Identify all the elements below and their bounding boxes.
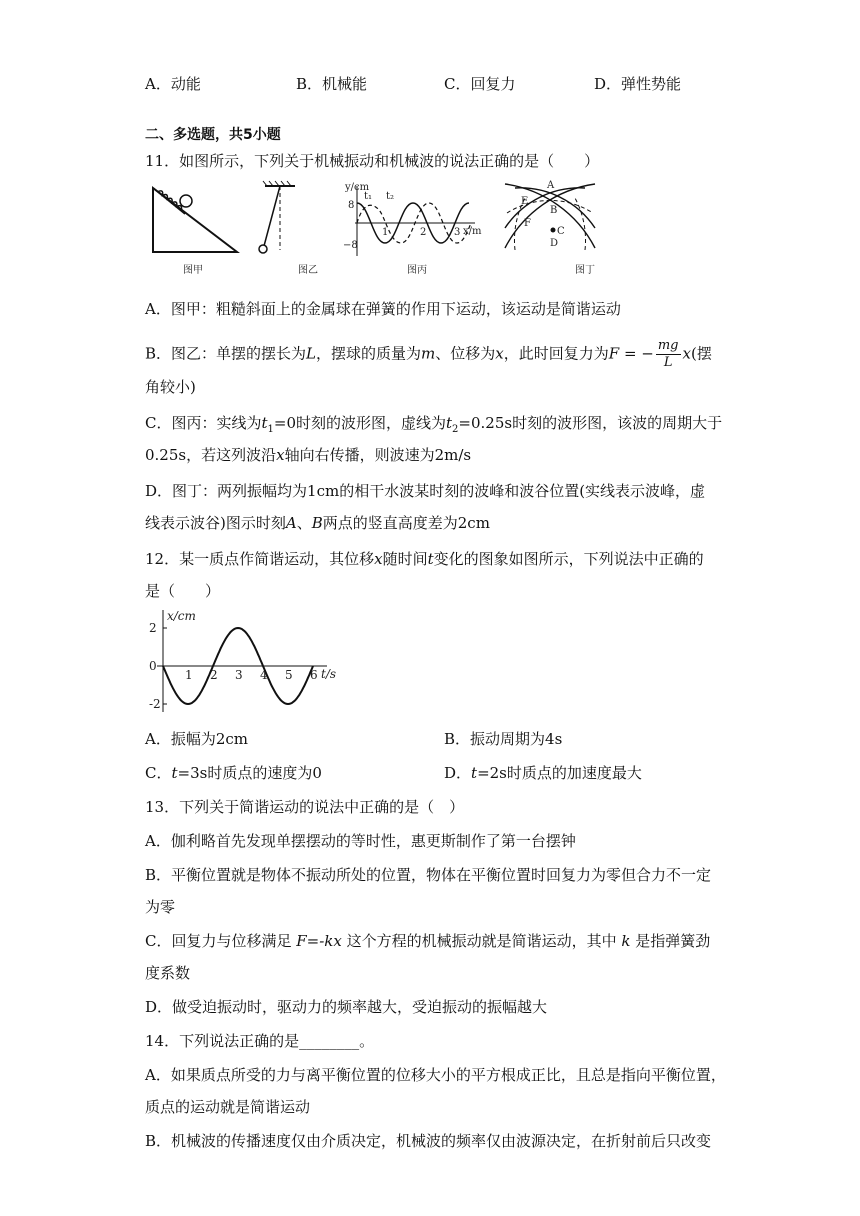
fig-bing-ytick-8: 8	[348, 200, 355, 211]
fraction-denominator: L	[663, 355, 673, 370]
q11-d2-a: A	[285, 514, 297, 532]
q14-option-b: B．机械波的传播速度仅由介质决定，机械波的频率仅由波源决定，在折射前后只改变	[145, 1132, 712, 1150]
q12-option-a: A．振幅为2cm	[145, 730, 249, 748]
q11-option-c	[145, 412, 722, 435]
q11-b-fraction	[656, 338, 681, 371]
q12-d-t: t	[471, 764, 478, 782]
q13-c-text: C．回复力与位移满足	[145, 932, 297, 950]
fig-yi	[259, 181, 318, 276]
fig-bing-caption: 图丙	[407, 265, 427, 276]
graph-x-tick-5: 5	[285, 668, 293, 682]
q11-c-t2: t	[446, 414, 453, 432]
fig-jia-caption: 图甲	[183, 265, 203, 276]
q12-stem-text: 12．某一质点作简谐运动，其位移	[145, 550, 375, 568]
q11-option-d-line2	[145, 512, 490, 533]
fig-ding-point-f: F	[524, 218, 531, 229]
section-title: 二、多选题，共5小题	[145, 127, 281, 143]
q11-c2-x: x	[276, 446, 285, 464]
fraction-numerator: mg	[657, 338, 679, 353]
graph-y-tick-0: 2	[149, 621, 157, 635]
fig-ding-point-c: C	[557, 226, 565, 237]
q11-figures	[145, 178, 615, 278]
q10-option-c: C．回复力	[444, 75, 516, 93]
q12-c-pre: C．	[145, 764, 172, 782]
q13-stem: 13．下列关于简谐运动的说法中正确的是（ ）	[145, 798, 465, 816]
q11-b-text2: ，摆球的质量为	[316, 344, 422, 363]
q11-c-t1: t	[261, 414, 268, 432]
graph-y-tick-2: -2	[149, 697, 161, 711]
q12-c-post: =3s时质点的速度为0	[177, 764, 322, 782]
q13-c-eq: F=-kx	[296, 932, 342, 950]
q11-b-l: L	[306, 344, 316, 363]
q11-option-c-line2	[145, 444, 471, 465]
q13-option-b: B．平衡位置就是物体不振动所处的位置，物体在平衡位置时回复力为零但合力不一定	[145, 866, 712, 884]
q11-d2-b: B	[311, 514, 323, 532]
q11-c-text2: =0时刻的波形图，虚线为	[273, 414, 447, 432]
q13-c-k: k	[621, 932, 631, 950]
q13-option-b-line2: 为零	[145, 898, 176, 916]
fig-bing-ylabel: y/cm	[345, 182, 370, 193]
graph-x-tick-3: 3	[235, 668, 243, 682]
q12-option-d	[444, 762, 642, 783]
q11-b-text3: 、位移为	[435, 344, 496, 363]
q13-c-text2: 这个方程的机械振动就是简谐运动，其中	[341, 932, 622, 950]
fig-ding	[505, 180, 595, 276]
graph-x-tick-2: 2	[210, 668, 218, 682]
q11-c-text3: =0.25s时刻的波形图，该波的周期大于	[458, 414, 723, 432]
fig-ding-caption: 图丁	[575, 265, 595, 276]
q11-c-sub2: 2	[452, 424, 459, 435]
q13-option-a: A．伽利略首先发现单摆摆动的等时性，惠更斯制作了第一台摆钟	[145, 832, 576, 850]
fig-bing-t1: t₁	[364, 191, 373, 202]
fig-ding-point-d: D	[550, 238, 559, 249]
q11-d2-sep: 、	[296, 514, 312, 532]
q10-option-a: A．动能	[145, 75, 201, 93]
q12-option-c	[145, 762, 322, 783]
q11-d2-text: 线表示波谷)图示时刻	[145, 514, 286, 532]
q11-option-b-line2: 角较小)	[145, 378, 196, 396]
q11-c-text: C．图丙：实线为	[145, 414, 262, 432]
q11-b-tail: (摆	[690, 344, 712, 363]
q11-c2-text: 0.25s，若这列波沿	[145, 446, 277, 464]
q12-stem-t: t	[427, 550, 434, 568]
graph-y-label: x/cm	[167, 609, 196, 623]
q11-b-f: F	[608, 344, 620, 363]
fig-bing-t2: t₂	[386, 191, 395, 202]
fig-bing-xlabel: x/m	[463, 226, 482, 237]
q14-option-a: A．如果质点所受的力与离平衡位置的位移大小的平方根成正比，且总是指向平衡位置，	[145, 1066, 726, 1084]
q11-option-b	[145, 338, 712, 371]
q11-b-eq: = −	[619, 344, 654, 363]
q13-option-c	[145, 930, 710, 951]
q12-stem-x: x	[374, 550, 383, 568]
q11-option-a: A．图甲：粗糙斜面上的金属球在弹簧的作用下运动，该运动是简谐运动	[145, 300, 621, 318]
q11-c2-text2: 轴向右传播，则波速为2m/s	[284, 446, 472, 464]
graph-x-label: t/s	[321, 667, 337, 681]
fig-yi-caption: 图乙	[298, 265, 318, 276]
q12-d-pre: D．	[444, 764, 472, 782]
q13-option-c-line2: 度系数	[145, 964, 191, 982]
q11-option-d: D．图丁：两列振幅均为1cm的相干水波某时刻的波峰和波谷位置(实线表示波峰，虚	[145, 482, 706, 500]
q13-c-text3: 是指弹簧劲	[630, 932, 711, 950]
q11-b-tail-x: x	[682, 344, 691, 363]
q11-c-sub1: 1	[267, 424, 274, 435]
q14-option-a-line2: 质点的运动就是简谐运动	[145, 1098, 311, 1116]
q11-stem: 11．如图所示，下列关于机械振动和机械波的说法正确的是（ ）	[145, 152, 600, 170]
q12-stem-text2: 随时间	[382, 550, 428, 568]
q11-b-text4: ，此时回复力为	[503, 344, 609, 363]
graph-x-tick-1: 1	[185, 668, 193, 682]
q11-d2-text2: 两点的竖直高度差为2cm	[322, 514, 490, 532]
fig-bing-xtick-3: 3	[454, 227, 461, 238]
graph-x-tick-4: 4	[260, 668, 268, 682]
q12-option-b: B．振动周期为4s	[444, 730, 563, 748]
q12-d-post: =2s时质点的加速度最大	[477, 764, 642, 782]
fig-ding-point-b: B	[550, 205, 558, 216]
fig-bing-xtick-1: 1	[382, 227, 389, 238]
q12-graph	[145, 606, 365, 716]
fig-ding-point-a: A	[547, 180, 555, 191]
fig-jia	[153, 188, 237, 276]
q10-option-d: D．弹性势能	[594, 75, 682, 93]
fig-bing-xtick-2: 2	[420, 227, 427, 238]
q11-b-m: m	[421, 344, 436, 363]
fig-ding-point-e: E	[521, 196, 529, 207]
fig-bing	[343, 182, 482, 276]
q11-b-text: B．图乙：单摆的摆长为	[145, 344, 307, 363]
q10-option-b: B．机械能	[296, 75, 368, 93]
q14-stem: 14．下列说法正确的是________。	[145, 1032, 375, 1050]
q12-c-t: t	[171, 764, 178, 782]
q11-b-x: x	[495, 344, 504, 363]
fig-bing-ytick-m8: −8	[343, 240, 358, 251]
q12-stem-text3: 变化的图象如图所示，下列说法中正确的	[433, 550, 704, 568]
graph-x-tick-6: 6	[310, 668, 318, 682]
q12-stem	[145, 548, 704, 569]
q12-stem-line2: 是（ ）	[145, 582, 221, 600]
graph-y-tick-1: 0	[149, 659, 157, 673]
q13-option-d: D．做受迫振动时，驱动力的频率越大，受迫振动的振幅越大	[145, 998, 548, 1016]
